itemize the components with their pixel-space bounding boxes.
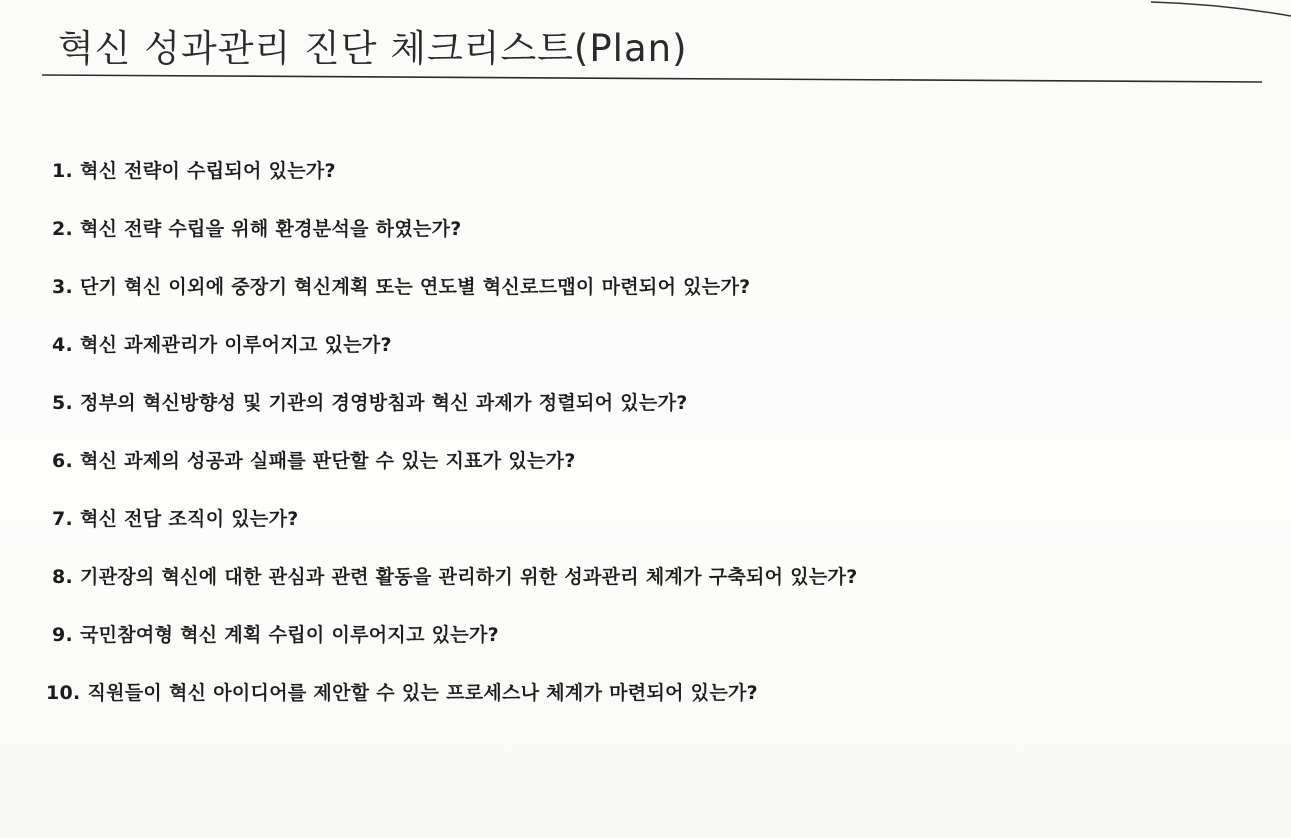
checklist-item-5: 5. 정부의 혁신방향성 및 기관의 경영방침과 혁신 과제가 정렬되어 있는가?	[52, 392, 688, 414]
checklist-item-3: 3. 단기 혁신 이외에 중장기 혁신계획 또는 연도별 혁신로드맵이 마련되어 있는가?	[52, 276, 751, 298]
title-underline	[42, 68, 1262, 88]
checklist-item-2: 2. 혁신 전략 수립을 위해 환경분석을 하였는가?	[52, 218, 462, 240]
decorative-corner-curve	[1151, 0, 1291, 20]
checklist	[46, 156, 858, 736]
checklist-item-8: 8. 기관장의 혁신에 대한 관심과 관련 활동을 관리하기 위한 성과관리 체계가 구축되어 있는가?	[52, 566, 858, 588]
page-title: 혁신 성과관리 진단 체크리스트(Plan)	[58, 27, 688, 70]
checklist-item-10: 10. 직원들이 혁신 아이디어를 제안할 수 있는 프로세스나 체계가 마련되어 있는가?	[46, 682, 758, 704]
checklist-item-7: 7. 혁신 전담 조직이 있는가?	[52, 508, 299, 530]
checklist-item-1: 1. 혁신 전략이 수립되어 있는가?	[52, 160, 336, 182]
checklist-item-9: 9. 국민참여형 혁신 계획 수립이 이루어지고 있는가?	[52, 624, 499, 646]
checklist-item-6: 6. 혁신 과제의 성공과 실패를 판단할 수 있는 지표가 있는가?	[52, 450, 576, 472]
checklist-item-4: 4. 혁신 과제관리가 이루어지고 있는가?	[52, 334, 392, 356]
